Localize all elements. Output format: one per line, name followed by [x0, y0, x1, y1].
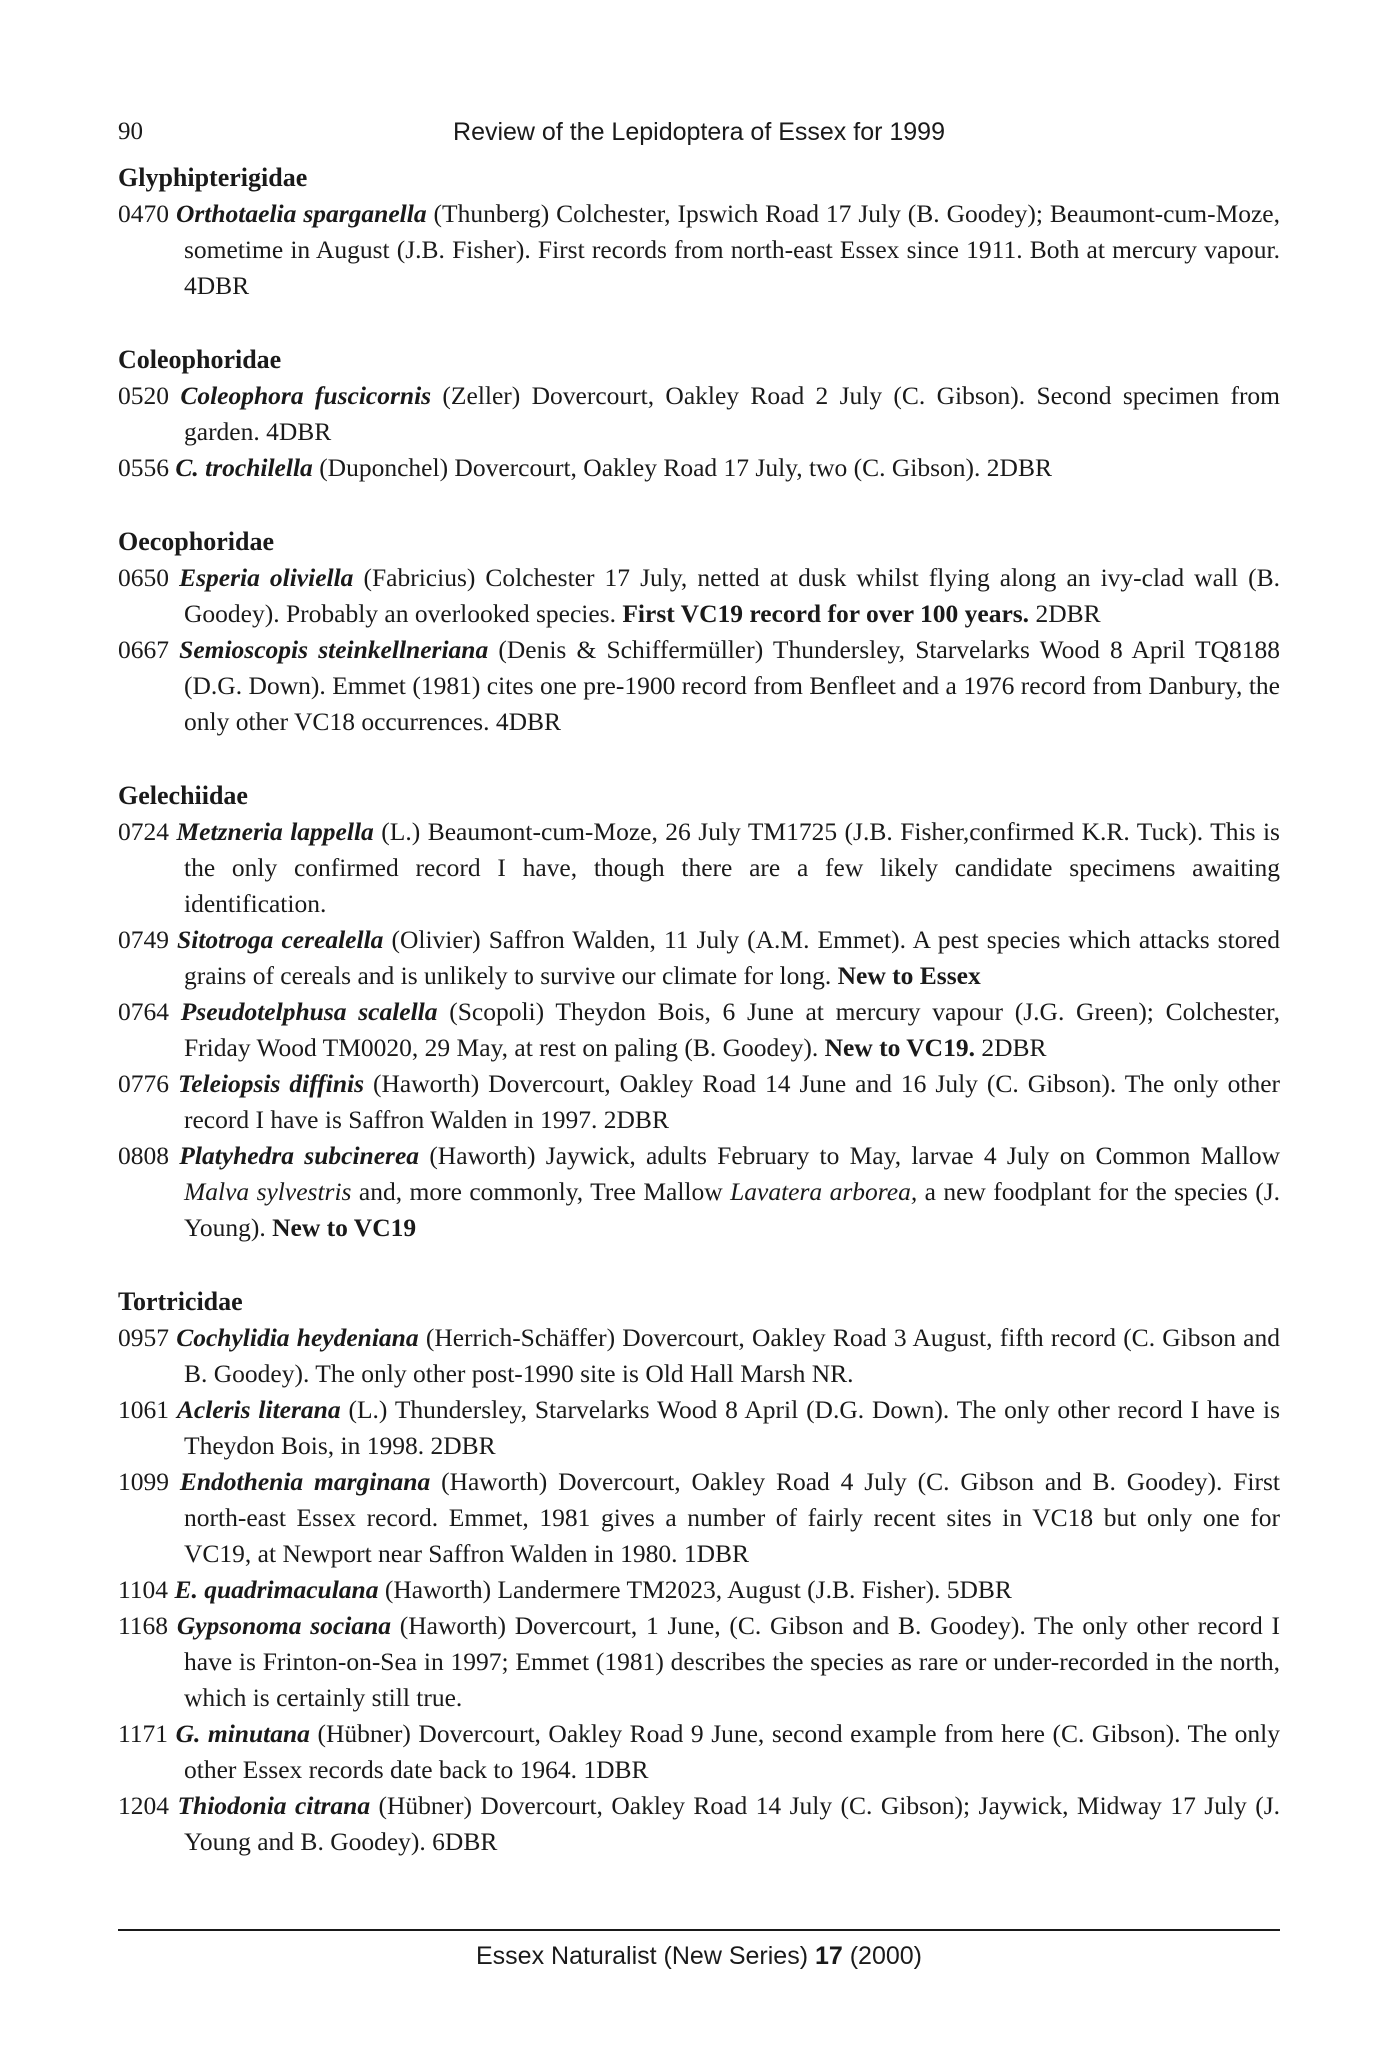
- species-name: Gypsonoma sociana: [176, 1611, 392, 1640]
- running-head: [118, 118, 1280, 158]
- species-entry: [118, 922, 1280, 994]
- species-code: 0808: [118, 1141, 169, 1170]
- species-name: G. minutana: [175, 1719, 310, 1748]
- species-code: 0957: [118, 1323, 169, 1352]
- entry-text: (Haworth) Dovercourt, Oakley Road 14 June and 16 July (C. Gibson). The only other record I have is Saffron Walden in 1997. 2DBR: [184, 1069, 1281, 1134]
- species-name: Metzneria lappella: [176, 817, 374, 846]
- species-name: Coleophora fuscicornis: [180, 381, 432, 410]
- footer-rule: [118, 1929, 1280, 1931]
- species-entry: [118, 450, 1280, 486]
- entry-text: (Herrich-Schäffer) Dovercourt, Oakley Road 3 August, fifth record (C. Gibson and B. Goodey). The only other post-1990 site is Old Hall Marsh NR.: [184, 1323, 1280, 1388]
- species-entry: [118, 1464, 1280, 1572]
- entry-text: (Haworth) Jaywick, adults February to May, larvae 4 July on Common Mallow: [419, 1141, 1280, 1170]
- species-name: E. quadrimaculana: [174, 1575, 379, 1604]
- species-code: 1099: [118, 1467, 169, 1496]
- footer: [118, 1942, 1280, 1971]
- family-heading: Tortricidae: [118, 1287, 243, 1316]
- species-code: 0764: [118, 997, 169, 1026]
- entry-text: (Duponchel) Dovercourt, Oakley Road 17 July, two (C. Gibson). 2DBR: [312, 453, 1052, 482]
- species-code: 0556: [118, 453, 169, 482]
- species-name: Teleiopsis diffinis: [177, 1069, 365, 1098]
- species-entry: [118, 1138, 1280, 1246]
- species-code: 0520: [118, 381, 169, 410]
- species-code: 1061: [118, 1395, 169, 1424]
- family-section: [118, 160, 1280, 304]
- family-section: [118, 1284, 1280, 1860]
- running-title: Review of the Lepidoptera of Essex for 1999: [453, 118, 945, 146]
- record-note: New to VC19: [272, 1213, 417, 1242]
- species-code: 0749: [118, 925, 169, 954]
- species-code: 0776: [118, 1069, 169, 1098]
- family-section: [118, 778, 1280, 1246]
- species-code: 0470: [118, 199, 169, 228]
- footer-volume: 17: [814, 1942, 843, 1970]
- family-section: [118, 342, 1280, 486]
- species-name: Semioscopis steinkellneriana: [179, 635, 489, 664]
- entry-text: (Haworth) Dovercourt, 1 June, (C. Gibson and B. Goodey). The only other record I have is Frinton-on-Sea in 1997; Emmet (1981) describes the species as rare or under-recorded in the north, which is certainly still true.: [184, 1611, 1281, 1712]
- entry-text: a new foodplant for the species (J. Young).: [184, 1177, 1281, 1242]
- species-code: 1204: [118, 1791, 169, 1820]
- entry-text: (Hübner) Dovercourt, Oakley Road 9 June, second example from here (C. Gibson). The only other Essex records date back to 1964. 1DBR: [184, 1719, 1280, 1784]
- entry-text: 2DBR: [974, 1033, 1047, 1062]
- entry-text: (Zeller) Dovercourt, Oakley Road 2 July (C. Gibson). Second specimen from garden. 4DBR: [184, 381, 1281, 446]
- species-name: Orthotaelia sparganella: [175, 199, 427, 228]
- species-entry: [118, 1572, 1280, 1608]
- species-entry: [118, 378, 1280, 450]
- entry-text: and, more commonly, Tree Mallow: [351, 1177, 731, 1206]
- footer-year: (2000): [849, 1942, 922, 1970]
- species-entry: [118, 994, 1280, 1066]
- species-code: 0724: [118, 817, 169, 846]
- entry-text: (Haworth) Landermere TM2023, August (J.B. Fisher). 5DBR: [378, 1575, 1012, 1604]
- species-name: Cochylidia heydeniana: [176, 1323, 419, 1352]
- entry-text: (L.) Beaumont-cum-Moze, 26 July TM1725 (J.B. Fisher,confirmed K.R. Tuck). This is the only confirmed record I have, though there are a few likely candidate specimens awaiting identification.: [184, 817, 1280, 918]
- entry-text: (Olivier) Saffron Walden, 11 July (A.M. Emmet). A pest species which attacks stored grains of cereals and is unlikely to survive our climate for long.: [184, 925, 1281, 990]
- species-entry: [118, 1788, 1280, 1860]
- species-entry: [118, 560, 1280, 632]
- entry-text: (Hübner) Dovercourt, Oakley Road 14 July (C. Gibson); Jaywick, Midway 17 July (J. Young and B. Goodey). 6DBR: [184, 1791, 1280, 1856]
- family-section: [118, 524, 1280, 740]
- plant-name: Lavatera arborea,: [730, 1177, 918, 1206]
- record-note: New to VC19.: [824, 1033, 975, 1062]
- species-entry: [118, 1716, 1280, 1788]
- record-note: New to Essex: [837, 961, 981, 990]
- species-name: Endothenia marginana: [179, 1467, 431, 1496]
- species-name: Sitotroga cerealella: [177, 925, 384, 954]
- species-entry: [118, 1320, 1280, 1392]
- entry-text: (L.) Thundersley, Starvelarks Wood 8 April (D.G. Down). The only other record I have is Theydon Bois, in 1998. 2DBR: [184, 1395, 1280, 1460]
- species-entry: [118, 814, 1280, 922]
- entry-text: (Fabricius) Colchester 17 July, netted at dusk whilst flying along an ivy-clad wall (B. Goodey). Probably an overlooked species.: [184, 563, 1281, 628]
- entry-text: (Haworth) Dovercourt, Oakley Road 4 July (C. Gibson and B. Goodey). First north-east Essex record. Emmet, 1981 gives a number of fairly recent sites in VC18 but only one for VC19, at Newport near Saffron Walden in 1980. 1DBR: [184, 1467, 1281, 1568]
- species-entry: [118, 1066, 1280, 1138]
- species-name: Thiodonia citrana: [177, 1791, 371, 1820]
- record-note: First VC19 record for over 100 years.: [622, 599, 1030, 628]
- entry-text: (Thunberg) Colchester, Ipswich Road 17 July (B. Goodey); Beaumont-cum-Moze, sometime in August (J.B. Fisher). First records from north-east Essex since 1911. Both at mercury vapour. 4DBR: [184, 199, 1281, 300]
- family-heading: Coleophoridae: [118, 345, 282, 374]
- species-code: 1168: [118, 1611, 169, 1640]
- species-code: 1104: [118, 1575, 169, 1604]
- family-heading: Gelechiidae: [118, 781, 248, 810]
- species-entry: [118, 1392, 1280, 1464]
- footer-journal: Essex Naturalist (New Series): [475, 1942, 809, 1970]
- entry-text: (Scopoli) Theydon Bois, 6 June at mercury vapour (J.G. Green); Colchester, Friday Wood TM0020, 29 May, at rest on paling (B. Goodey).: [184, 997, 1281, 1062]
- entry-text: 2DBR: [1029, 599, 1101, 628]
- species-name: Esperia oliviella: [179, 563, 354, 592]
- plant-name: Malva sylvestris: [184, 1177, 352, 1206]
- species-name: C. trochilella: [175, 453, 313, 482]
- species-entry: [118, 1608, 1280, 1716]
- family-heading: Glyphipterigidae: [118, 163, 308, 192]
- species-name: Pseudotelphusa scalella: [180, 997, 438, 1026]
- species-code: 1171: [118, 1719, 169, 1748]
- species-code: 0650: [118, 563, 169, 592]
- species-entry: [118, 632, 1280, 740]
- species-code: 0667: [118, 635, 169, 664]
- family-heading: Oecophoridae: [118, 527, 274, 556]
- page-number: 90: [118, 118, 143, 145]
- species-name: Platyhedra subcinerea: [179, 1141, 420, 1170]
- species-list: [118, 160, 1280, 1860]
- entry-text: (Denis & Schiffermüller) Thundersley, Starvelarks Wood 8 April TQ8188 (D.G. Down). Emmet (1981) cites one pre-1900 record from Benfleet and a 1976 record from Danbury, the only other VC18 occurrences. 4DBR: [184, 635, 1280, 736]
- species-entry: [118, 196, 1280, 304]
- species-name: Acleris literana: [176, 1395, 341, 1424]
